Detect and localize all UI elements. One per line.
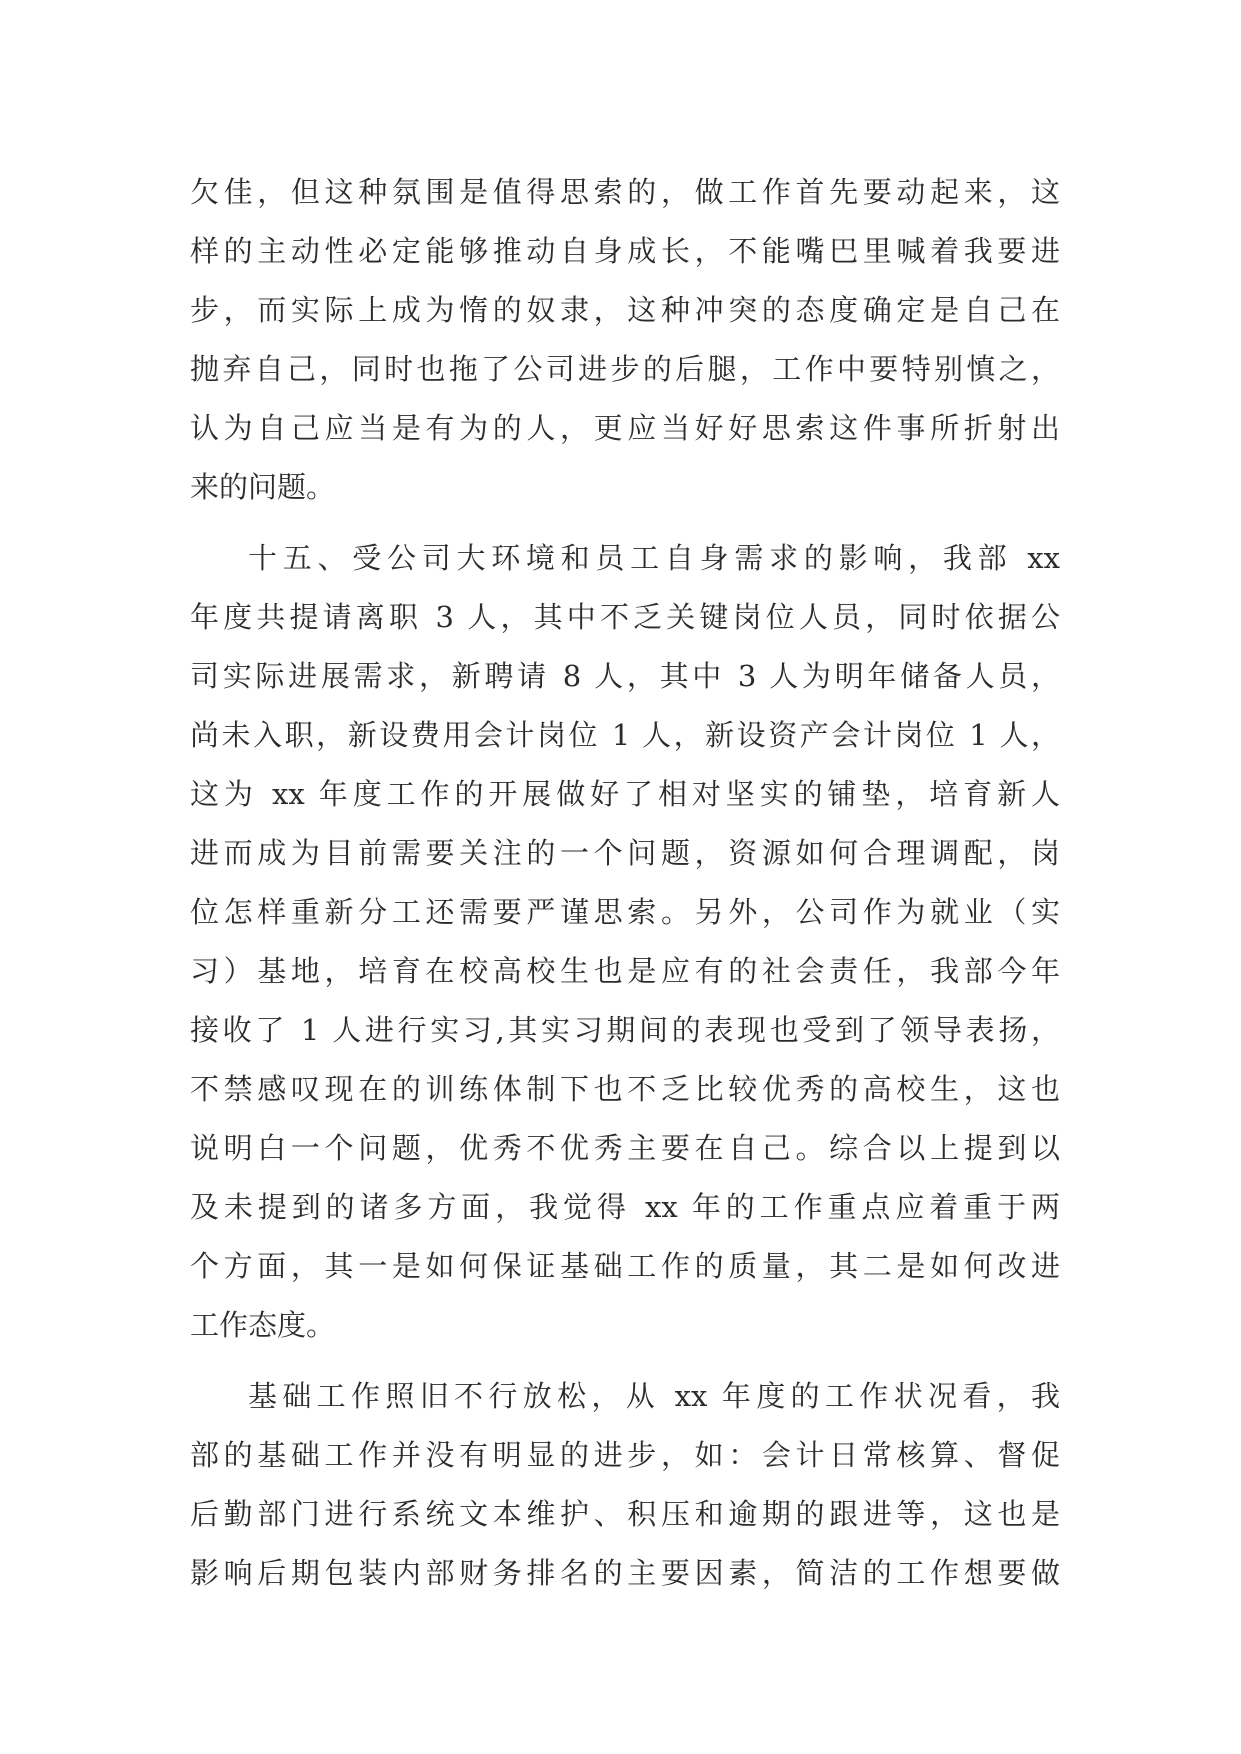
text-line: 认为自己应当是有为的人，更应当好好思索这件事所折射出 xyxy=(190,411,1060,445)
text-line: 这为 xx 年度工作的开展做好了相对坚实的铺垫，培育新人 xyxy=(190,777,1060,811)
text-line: 来的问题。 xyxy=(190,470,336,504)
text-line: 工作态度。 xyxy=(190,1308,336,1342)
text-line: 后勤部门进行系统文本维护、积压和逾期的跟进等，这也是 xyxy=(190,1497,1060,1531)
text-line: 位怎样重新分工还需要严谨思索。另外，公司作为就业（实 xyxy=(190,895,1060,929)
paragraph-gap xyxy=(190,1355,1060,1367)
text-line: 接收了 1 人进行实习,其实习期间的表现也受到了领导表扬， xyxy=(190,1013,1060,1047)
text-line: 不禁感叹现在的训练体制下也不乏比较优秀的高校生，这也 xyxy=(190,1072,1060,1106)
text-line: 十五、受公司大环境和员工自身需求的影响，我部 xx xyxy=(248,541,1060,575)
paragraph-1 xyxy=(190,163,1060,517)
text-line: 年度共提请离职 3 人，其中不乏关键岗位人员，同时依据公 xyxy=(190,600,1060,634)
text-line: 及未提到的诸多方面，我觉得 xx 年的工作重点应着重于两 xyxy=(190,1190,1060,1224)
text-line: 说明白一个问题，优秀不优秀主要在自己。综合以上提到以 xyxy=(190,1131,1060,1165)
paragraph-gap xyxy=(190,517,1060,529)
text-line: 部的基础工作并没有明显的进步，如：会计日常核算、督促 xyxy=(190,1438,1060,1472)
text-line: 尚未入职，新设费用会计岗位 1 人，新设资产会计岗位 1 人， xyxy=(190,718,1060,752)
paragraph-3 xyxy=(190,1367,1060,1603)
text-line: 司实际进展需求，新聘请 8 人，其中 3 人为明年储备人员， xyxy=(190,659,1060,693)
paragraph-2 xyxy=(190,529,1060,1355)
text-line: 习）基地，培育在校高校生也是应有的社会责任，我部今年 xyxy=(190,954,1060,988)
document-body xyxy=(190,163,1060,1603)
text-line: 抛弃自己，同时也拖了公司进步的后腿，工作中要特别慎之， xyxy=(190,352,1060,386)
text-line: 样的主动性必定能够推动自身成长，不能嘴巴里喊着我要进 xyxy=(190,234,1060,268)
text-line: 进而成为目前需要关注的一个问题，资源如何合理调配，岗 xyxy=(190,836,1060,870)
text-line: 影响后期包装内部财务排名的主要因素，简洁的工作想要做 xyxy=(190,1556,1060,1590)
text-line: 个方面，其一是如何保证基础工作的质量，其二是如何改进 xyxy=(190,1249,1060,1283)
text-line: 基础工作照旧不行放松，从 xx 年度的工作状况看，我 xyxy=(248,1379,1060,1413)
text-line: 欠佳，但这种氛围是值得思索的，做工作首先要动起来，这 xyxy=(190,175,1060,209)
text-line: 步，而实际上成为惰的奴隶，这种冲突的态度确定是自己在 xyxy=(190,293,1060,327)
